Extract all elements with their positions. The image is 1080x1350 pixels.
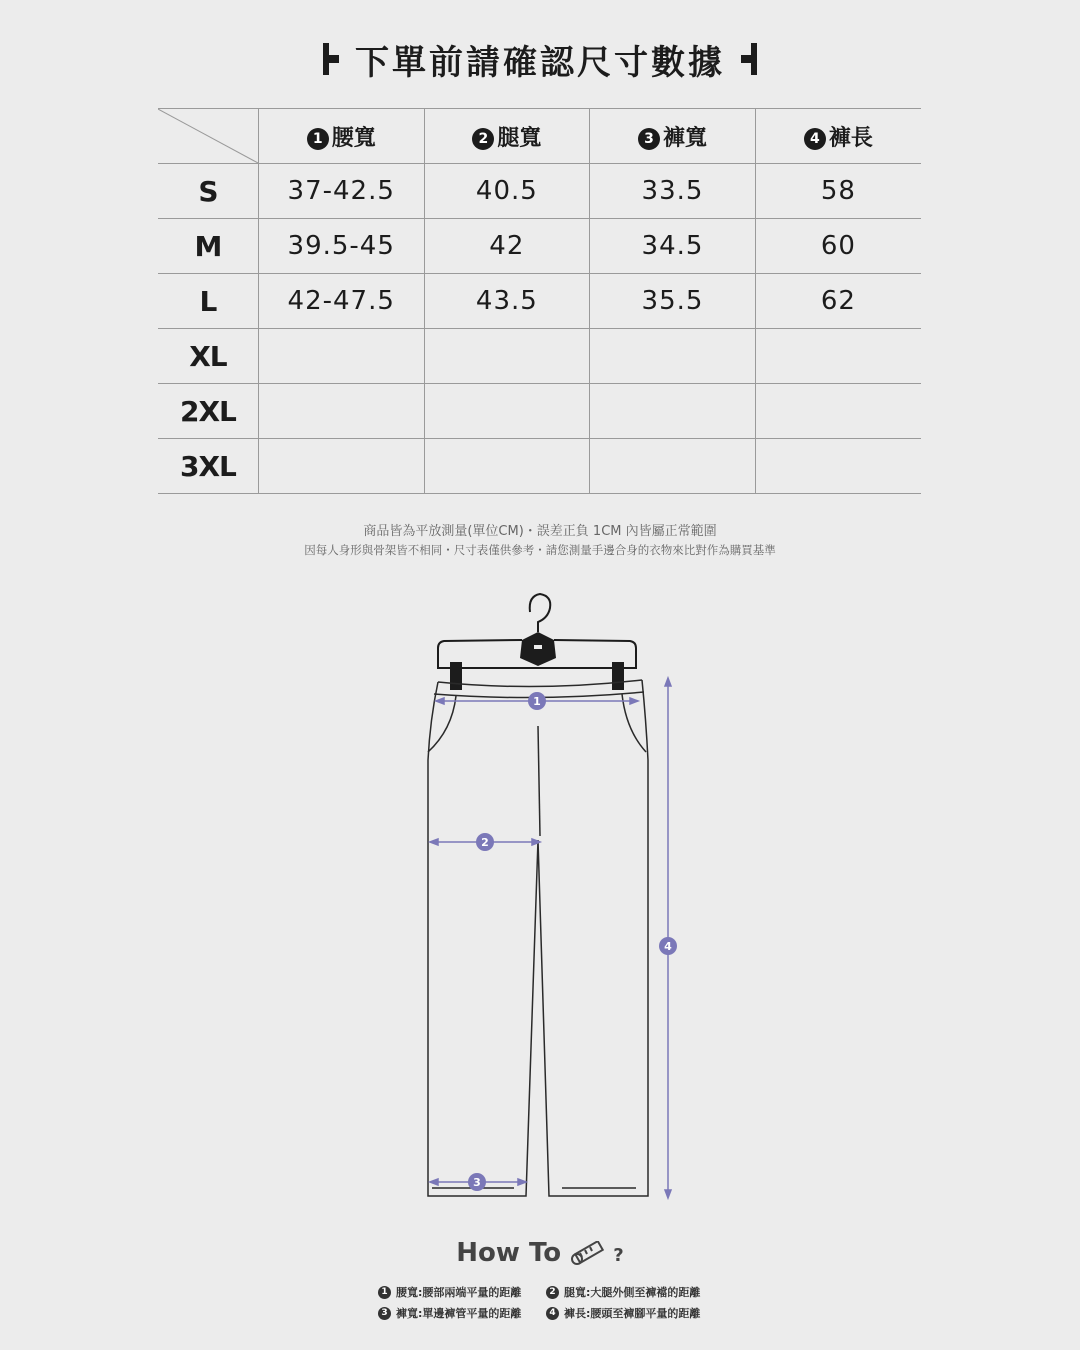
legend-badge: 4 [546,1307,559,1320]
bracket-left-icon [323,43,341,75]
how-to-heading [0,1238,1080,1268]
size-label: L [158,274,258,329]
badge-1: 1 [307,128,329,150]
bracket-right-icon [739,43,757,75]
badge-3: 3 [638,128,660,150]
legend-text: 腰寬:腰部兩端平量的距離 [396,1286,522,1299]
table-row [158,219,921,274]
size-label: S [158,164,258,219]
size-label: 2XL [158,384,258,439]
legend-item [378,1305,546,1321]
legend-item [546,1284,714,1300]
corner-cell [158,109,258,164]
size-label: M [158,219,258,274]
title-row [0,34,1080,84]
value-cell [424,384,590,439]
legend-text: 褲長:腰頭至褲腳平量的距離 [564,1307,701,1320]
table-row [158,164,921,219]
value-cell [258,384,424,439]
value-cell: 58 [755,164,921,219]
value-cell: 34.5 [590,219,756,274]
value-cell: 33.5 [590,164,756,219]
legend-row [378,1305,718,1321]
legend-item [378,1284,546,1300]
value-cell: 42 [424,219,590,274]
badge-4: 4 [804,128,826,150]
value-cell [755,384,921,439]
legend-badge: 2 [546,1286,559,1299]
size-table [158,108,921,494]
value-cell: 42-47.5 [258,274,424,329]
header-waist [258,109,424,164]
arrow-down-icon [665,1190,671,1198]
marker-3: 3 [473,1176,481,1189]
size-label: 3XL [158,439,258,494]
value-cell: 60 [755,219,921,274]
measurement-note: 商品皆為平放測量(單位CM)・誤差正負 1CM 內皆屬正常範圍 [363,524,717,539]
ruler-icon [570,1241,604,1267]
value-cell: 37-42.5 [258,164,424,219]
page-title: 下單前請確認尺寸數據 [355,42,725,83]
arrow-right-icon [518,1179,526,1185]
value-cell [590,384,756,439]
table-row [158,274,921,329]
value-cell [258,439,424,494]
value-cell [590,439,756,494]
header-label: 腰寬 [331,125,376,151]
size-label: XL [158,329,258,384]
table-row [158,439,921,494]
how-to-suffix: ? [613,1245,624,1266]
header-length [755,109,921,164]
value-cell [590,329,756,384]
value-cell: 39.5-45 [258,219,424,274]
arrow-left-icon [436,698,444,704]
legend-row [378,1284,718,1300]
badge-2: 2 [472,128,494,150]
value-cell: 35.5 [590,274,756,329]
arrow-left-icon [430,839,438,845]
pants-diagram [0,580,1080,1220]
arrow-up-icon [665,678,671,686]
corner-diagonal [158,109,258,163]
table-row [158,384,921,439]
header-label: 褲長 [828,125,873,151]
legend-text: 褲寬:單邊褲管平量的距離 [396,1307,522,1320]
table-header-row [158,109,921,164]
value-cell [755,329,921,384]
value-cell: 62 [755,274,921,329]
marker-4: 4 [664,940,672,953]
legend-text: 腿寬:大腿外側至褲襠的距離 [564,1286,701,1299]
table-row [158,329,921,384]
arrow-left-icon [430,1179,438,1185]
hanger-logo [534,645,542,649]
legend-badge: 3 [378,1307,391,1320]
value-cell [755,439,921,494]
value-cell [424,439,590,494]
arrow-right-icon [630,698,638,704]
marker-2: 2 [481,836,489,849]
reference-note: 因每人身形與骨架皆不相同・尺寸表僅供參考・請您測量手邊合身的衣物來比對作為購買基準 [304,543,776,557]
hanger-hook [530,594,551,632]
value-cell: 43.5 [424,274,590,329]
header-label: 褲寬 [662,125,707,151]
legend-badge: 1 [378,1286,391,1299]
hanger-clip-right [612,662,624,690]
header-label: 腿寬 [497,125,542,151]
header-leg-opening [590,109,756,164]
header-thigh [424,109,590,164]
hanger-clip-left [450,662,462,690]
value-cell: 40.5 [424,164,590,219]
value-cell [424,329,590,384]
legend-item [546,1305,714,1321]
how-to-label: How To [456,1238,562,1268]
value-cell [258,329,424,384]
pants-outline [428,680,648,1196]
marker-1: 1 [533,695,541,708]
